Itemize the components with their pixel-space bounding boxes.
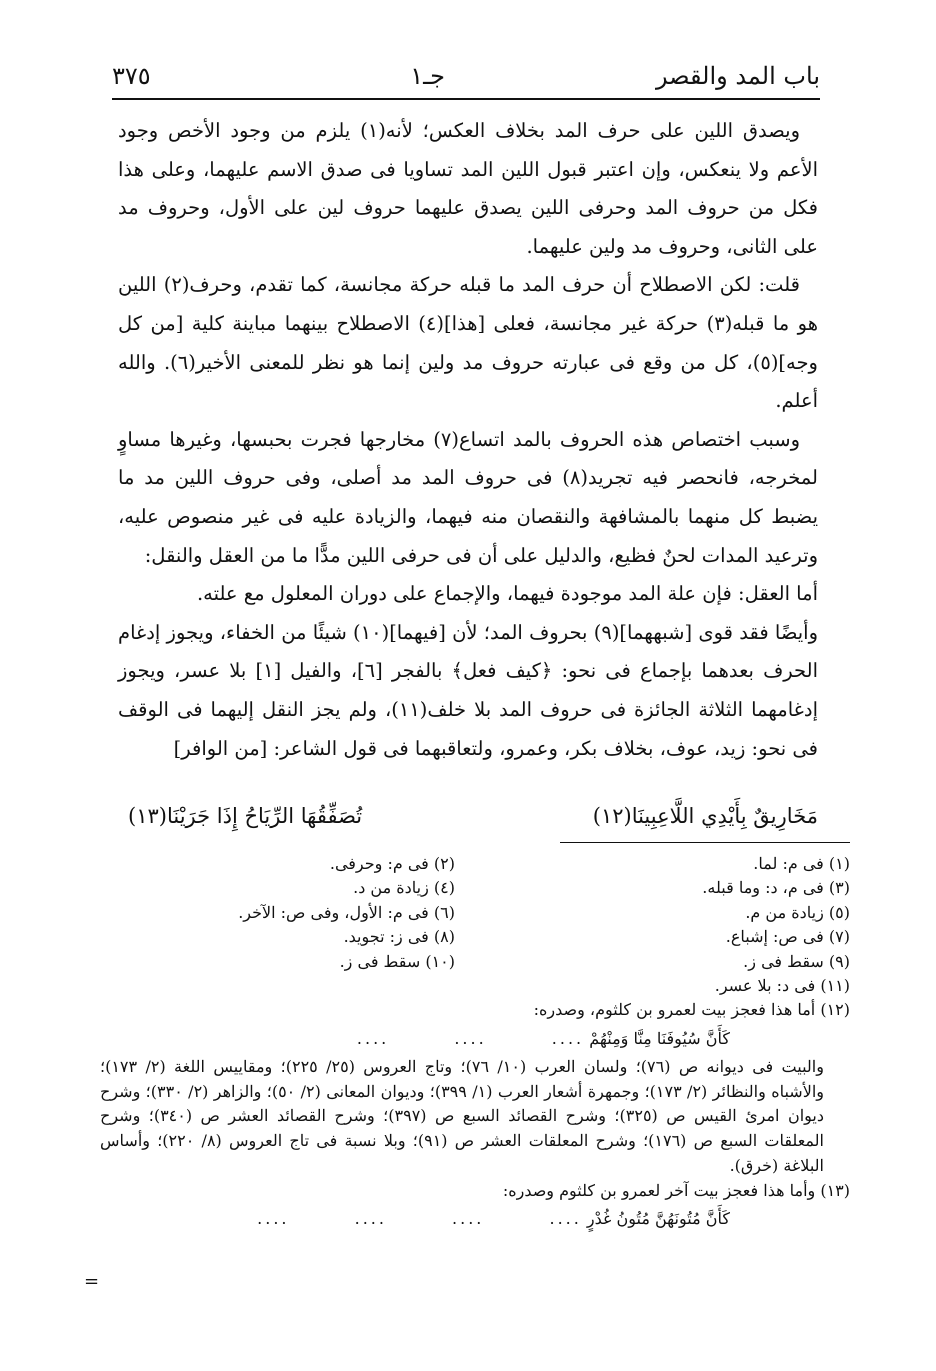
page-number: ٣٧٥ xyxy=(112,62,151,90)
paragraph: وسبب اختصاص هذه الحروف بالمد اتساع(٧) مخارجها فجرت بحبسها، وغيرها مساوٍ لمخرجه، فانحصر فيه تجريد(٨) فى حروف المد مد أصلى، وفى حروف اللين مد ما يضبط كل منهما بالمشافهة والنقصان منه فيهما، والزيادة عليه فى غير منصوص عليه، وترعيد المدات لحنٌ فظيع، والدليل على أن فى حرفى اللين مدًّا ما من العقل والنقل: xyxy=(118,427,818,567)
footnote: (٦) فى م: الأول، وفى ص: الآخر. xyxy=(238,902,455,922)
paragraph: وأيضًا فقد قوى [شبههما](٩) بحروف المد؛ لأن [فيهما](١٠) شيئًا من الخفاء، ويجوز إدغام الحرف بعدهما بإجماع فى نحو: ﴿كيف فعل﴾ بالفجر [٦]، والفيل [١] بلا عسر، ويجوز إدغامهما الثلاثة الجائزة فى حروف المد بلا خلف(١١)، ولم يجز النقل إليهما فى الوقف فى نحو: زيد، عوف، بخلاف بكر، وعمرو، ولتعاقبهما فى قول الشاعر: [من الوافر] xyxy=(118,620,819,760)
header-rule xyxy=(112,98,820,100)
volume-number: جـ١ xyxy=(410,62,445,90)
continuation-mark: = xyxy=(84,1271,100,1292)
footnote: (١٠) سقط فى ز. xyxy=(339,951,455,971)
footnote-citation: والبيت فى ديوانه ص (٧٦)؛ ولسان العرب (١٠/ ٧٦)؛ وتاج العروس (٢٥/ ٢٢٥)؛ ومقاييس اللغة (٢/ ١٧٣)؛ والأشباه والنظائر (٢/ ١٧٣)؛ وجمهرة أشعار العرب (١/ ٣٩٩)؛ وديوان المعانى (٢/ ٥٠)؛ والزاهر (٢/ ٣٣٠)؛ وشرح ديوان امرئ القيس ص (٣٢٥)؛ وشرح القصائد السبع ص (٣٩٧)؛ وشرح القصائد العشر ص (٣٤٠)؛ وشرح المعلقات السبع ص (١٧٦)؛ وشرح المعلقات العشر ص (٩١)؛ وبلا نسبة فى تاج العروس (٨/ ٢٢٠)؛ وأساس البلاغة (خرق). xyxy=(100,1056,824,1175)
ellipsis: .... xyxy=(356,1028,390,1048)
footnote: (٩) سقط فى ز. xyxy=(743,951,850,971)
paragraph: أما العقل: فإن علة المد موجودة فيهما، والإجماع على دوران المعلول مع علته. xyxy=(196,582,818,606)
paragraph: ويصدق اللين على حرف المد بخلاف العكس؛ لأنه(١) يلزم من وجود الأخص وجود الأعم ولا ينعكس، وإن اعتبر قبول اللين المد تساويا فى صدق الاسم عليهما، وعلى هذا فكل من حروف المد وحرفى اللين يصدق عليهما حروف لين على الأول، وحروف مد على الثانى، وحروف مد ولين عليهما. xyxy=(118,119,818,258)
ellipsis: .... xyxy=(549,1209,582,1229)
ellipsis: .... xyxy=(354,1209,387,1229)
verse-text: كَأَنَّ سُيُوفَنَا مِنَّا وَمِنْهُمْ xyxy=(589,1028,730,1048)
ellipsis: .... xyxy=(454,1028,487,1048)
verse-first-hemistich: مَخَارِيقٌ بِأَيْدِي اللَّاعِبِينَا(١٢) xyxy=(592,804,818,828)
verse-second-hemistich: تُصَفِّقُهَا الرِّيَاحُ إِذَا جَرَيْنَا(١٣) xyxy=(128,804,363,828)
footnote: (٤) زيادة من د. xyxy=(353,878,455,898)
main-text xyxy=(118,112,818,768)
footnote-verse xyxy=(100,1203,850,1235)
footnote-separator xyxy=(560,842,850,843)
footnotes xyxy=(100,852,850,1235)
footnote: (٢) فى م: وحرفى. xyxy=(329,854,455,873)
poetry-verse xyxy=(128,796,818,836)
verse-text: كَأَنَّ مُتُونَهُنَّ مُتُونُ غُدْرٍ xyxy=(586,1209,730,1229)
ellipsis: .... xyxy=(257,1209,290,1229)
footnote-grid xyxy=(100,852,850,974)
footnote: (٥) زيادة من م. xyxy=(745,902,850,922)
chapter-title: باب المد والقصر xyxy=(655,62,820,90)
running-header xyxy=(112,58,820,98)
footnote: (٨) فى ز: تجويد. xyxy=(343,927,455,947)
ellipsis: .... xyxy=(551,1028,585,1048)
footnote-verse xyxy=(100,1023,850,1055)
footnote: (١٣) وأما هذا فعجز بيت آخر لعمرو بن كلثوم وصدره: xyxy=(502,1180,850,1200)
paragraph: قلت: لكن الاصطلاح أن حرف المد ما قبله حركة مجانسة، كما تقدم، وحرف(٢) اللين هو ما قبله(٣) حركة غير مجانسة، فعلى [هذا](٤) الاصطلاح بينهما مباينة كلية [من كل وجه](٥)، كل من وقع فى عبارته حروف مد ولين إنما هو نظر للمعنى الأخير(٦). والله أعلم. xyxy=(118,273,818,413)
ellipsis: .... xyxy=(452,1209,485,1229)
footnote: (٣) فى م، د: وما قبله. xyxy=(702,878,850,898)
footnote: (١١) فى د: بلا عسر. xyxy=(714,975,850,995)
footnote: (٧) فى ص: إشباع. xyxy=(725,927,850,947)
footnote: (١٢) أما هذا فعجز بيت لعمرو بن كلثوم، وصدره: xyxy=(533,1000,850,1020)
footnote: (١) فى م: لما. xyxy=(753,854,850,873)
